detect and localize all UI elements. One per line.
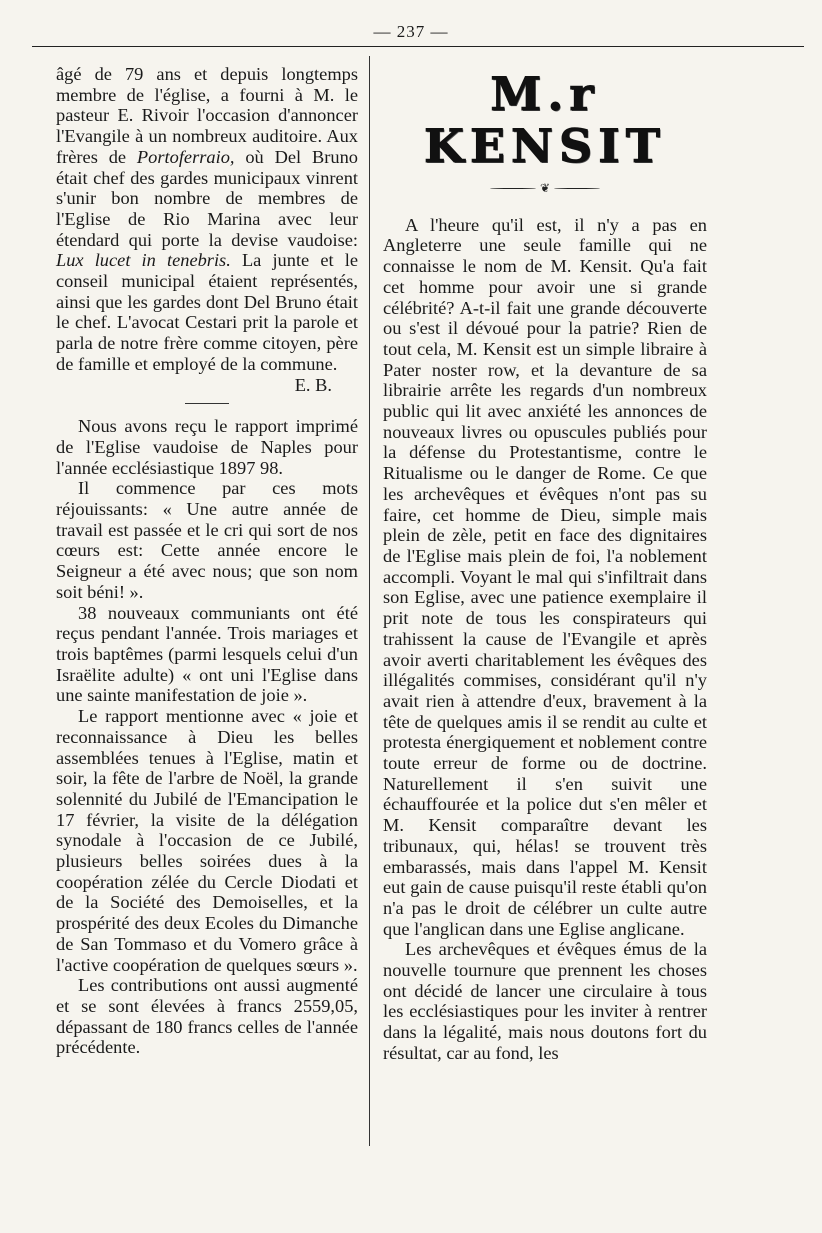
naples-report-intro: Nous avons reçu le rapport imprimé de l'Eglise vaudoise de Naples pour l'année ecclésiastique 1897 98. [56, 416, 358, 478]
naples-report-communicants: 38 nouveaux communiants ont été reçus pendant l'année. Trois mariages et trois baptêmes (parmi lesquels celui d'un Israëlite adulte) « ont uni l'Eglise dans une sainte manifestation de joie ». [56, 602, 358, 706]
header-rule [32, 46, 804, 47]
naples-report-activities: Le rapport mentionne avec « joie et reconnaissance à Dieu les belles assemblées tenues à l'Eglise, matin et soir, la fête de l'arbre de Noël, la grande solennité du Jubilé de l'Emancipation le 17 février, la visite de la délégation synodale à l'occasion de ce Jubilé, plusieurs belles soirées dues à la coopération zélée du Cercle Diodati et de la Société des Demoiselles, et la prospérité des deux Ecoles du Dimanche de San Tommaso et du Vomero grâce à l'active coopération de quelques sœurs ». [56, 706, 358, 975]
right-column [383, 64, 707, 1064]
obituary-text-2: où Del Bruno était chef des gardes municipaux vinrent s'unir bon nombre de membres de l'Eglise de Rio Marina avec leur étendard qui porte la devise vaudoise: [56, 146, 358, 250]
ornament-flourish-icon: ❦ [539, 181, 551, 195]
column-divider [369, 56, 370, 1146]
motto-italic: Lux lucet in tenebris. [56, 250, 231, 271]
ornament-line-right [554, 188, 600, 189]
kensit-paragraph-1: A l'heure qu'il est, il n'y a pas en Angleterre une seule famille qui ne connaisse le nom de M. Kensit. Qu'a fait cet homme pour avoir une si grande célébrité? A-t-il fait une grande découverte ou s'est il dévoué pour la patrie? Rien de tout cela, M. Kensit est un simple libraire à Pater noster row, et la devanture de sa librairie arrête les regards d'un nombreux public qui lit avec anxiété les annonces de nouveaux livres ou opuscules publiés pour la défense du Protestantisme, contre le Ritualisme ou le danger de Rome. Ce que les archevêques et évêques n'ont pas su faire, cet homme de Dieu, simple mais plein de zèle, petit en face des dignitaires de l'Eglise mais plein de foi, l'a noblement accompli. Voyant le mal qui s'infiltrait dans son Eglise, avec une patience exemplaire il prit note de tous les conspirateurs qui trahissent la cause de l'Evangile et après avoir averti charitablement les évêques des illégalités commises, considérant qu'il n'y avait rien à attendre d'eux, bravement à la tête de quelques amis il se rendit au culte et protesta énergiquement et noblement contre toute erreur de forme ou de doctrine. Naturellement il s'en suivit une échauffourée et la police dut s'en mêler et M. Kensit comparaître devant les tribunaux, qui, hélas! se trouvent très embarassés, mais dans l'appel M. Kensit eut gain de cause puisqu'il reste établi qu'on n'a pas le droit de célébrer un culte autre que l'anglican dans une Eglise anglicane. [383, 214, 707, 939]
section-separator [185, 403, 229, 404]
title-ornament [383, 178, 707, 199]
obituary-paragraph [56, 64, 358, 375]
kensit-paragraph-2: Les archevêques et évêques émus de la nouvelle tournure que prennent les choses ont décidé de lancer une circulaire à tous les ecclésiastiques pour les inviter à rentrer dans la légalité, mais nous doutons fort du résultat, car au fond, les [383, 939, 707, 1063]
left-column [56, 64, 358, 1058]
ornament-line-left [490, 188, 536, 189]
obituary-text-3: La junte et le conseil municipal étaient représentés, ainsi que les gardes dont Del Bruno était le chef. L'avocat Cestari prit la parole et parla de notre frère comme citoyen, père de famille et employé de la commune. [56, 250, 358, 374]
obituary-text-1: âgé de 79 ans et depuis longtemps membre de l'église, a fourni à M. le pasteur E. Rivoir l'occasion d'annoncer l'Evangile à un nombreux auditoire. Aux frères de [56, 64, 358, 167]
article-title: M.r KENSIT [423, 67, 667, 173]
naples-report-quote: Il commence par ces mots réjouissants: « Une autre année de travail est passée et le cri qui sort de nos cœurs est: Cette année encore le Seigneur a été avec nous; que son nom soit béni! ». [56, 478, 358, 602]
page-number: — 237 — [373, 22, 449, 41]
place-name-italic: Portoferraio, [136, 146, 235, 167]
obituary-signature: E. B. [294, 374, 332, 395]
naples-report-contributions: Les contributions ont aussi augmenté et se sont élevées à francs 2559,05, dépassant de 180 francs celles de l'année précédente. [56, 975, 358, 1058]
